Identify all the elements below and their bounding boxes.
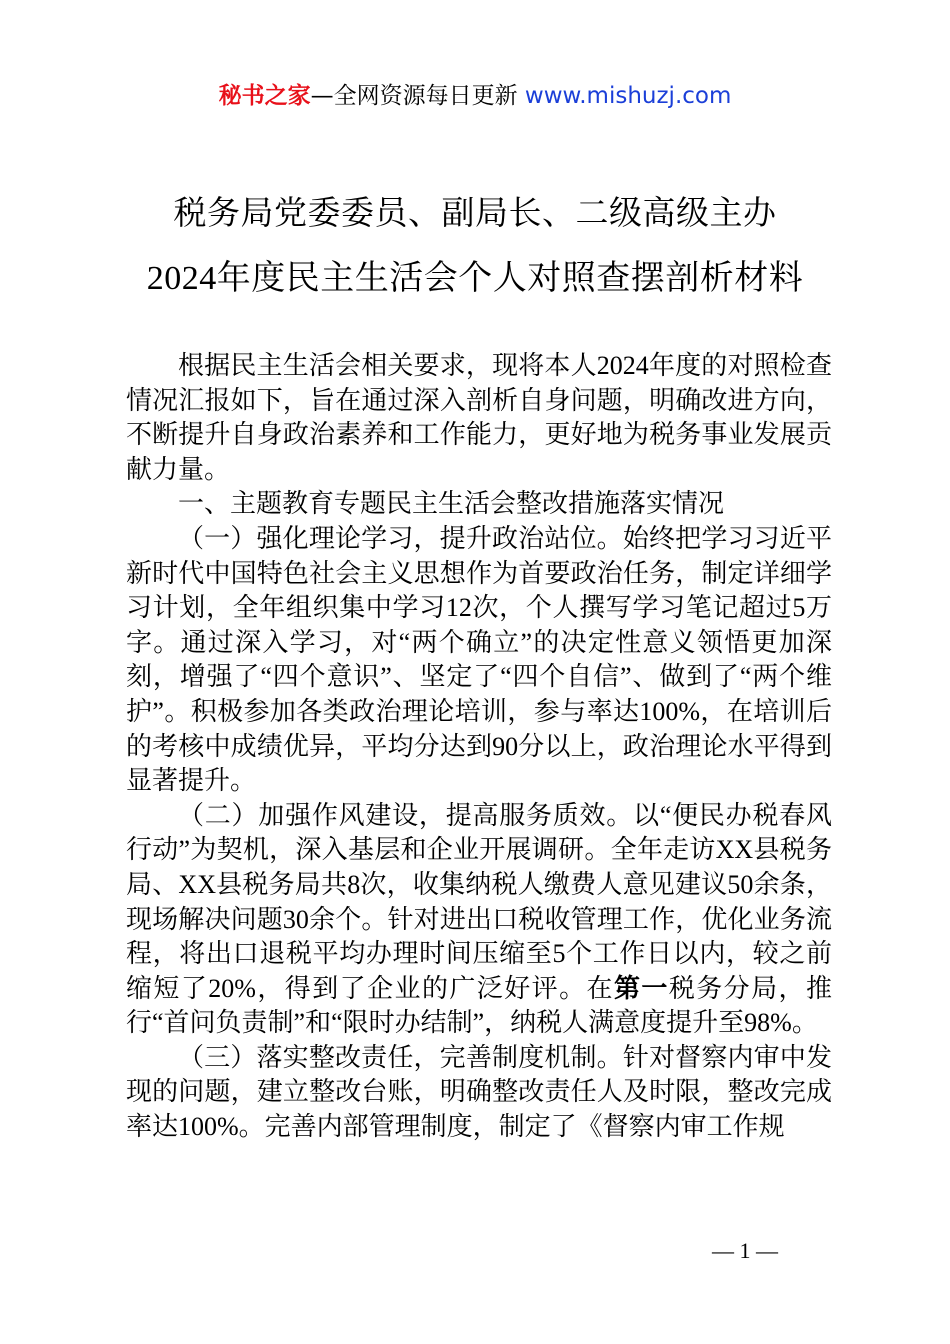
intro-paragraph: 根据民主生活会相关要求，现将本人2024年度的对照检查情况汇报如下，旨在通过深入剖析自身问题，明确改进方向，不断提升自身政治素养和工作能力，更好地为税务事业发展贡献力量。 [126, 351, 832, 484]
section-heading: 一、主题教育专题民主生活会整改措施落实情况 [178, 489, 725, 519]
site-name: 秘书之家 [218, 83, 311, 109]
item-paragraph-3: （三）落实整改责任，完善制度机制。针对督察内审中发现的问题，建立整改台账，明确整改责任人及时限，整改完成率达100%。完善内部管理制度，制定了《督察内审工作规 [126, 1042, 832, 1142]
document-body [126, 349, 832, 1145]
site-header [0, 80, 950, 112]
document-title-line1: 税务局党委委员、副局长、二级高级主办 [173, 193, 777, 232]
item-paragraph-2 [126, 799, 832, 1041]
site-tagline: —全网资源每日更新 [310, 83, 525, 109]
page-number: — 1 — [712, 1238, 778, 1263]
item2-bold-text: 第一 [613, 973, 669, 1003]
item2-text-after: 税务分局，推行“首问负责制”和“限时办结制”，纳税人满意度提升至98%。 [126, 973, 832, 1038]
item-paragraph-1: （一）强化理论学习，提升政治站位。始终把学习习近平新时代中国特色社会主义思想作为首要政治任务，制定详细学习计划，全年组织集中学习12次，个人撰写学习笔记超过5万字。通过深入学习，对“两个确立”的决定性意义领悟更加深刻，增强了“四个意识”、坚定了“四个自信”、做到了“两个维护”。积极参加各类政治理论培训，参与率达100%，在培训后的考核中成绩优异，平均分达到90分以上，政治理论水平得到显著提升。 [126, 523, 832, 796]
document-title-line2: 2024年度民主生活会个人对照查摆剖析材料 [146, 260, 804, 297]
site-url-link[interactable]: www.mishuzj.com [524, 83, 732, 109]
item2-text-before: （二）加强作风建设，提高服务质效。以“便民办税春风行动”为契机，深入基层和企业开展调研。全年走访XX县税务局、XX县税务局共8次，收集纳税人缴费人意见建议50余条，现场解决问题30余个。针对进出口税收管理工作，优化业务流程，将出口退税平均办理时间压缩至5个工作日以内，较之前缩短了20%，得到了企业的广泛好评。在 [126, 800, 832, 1003]
